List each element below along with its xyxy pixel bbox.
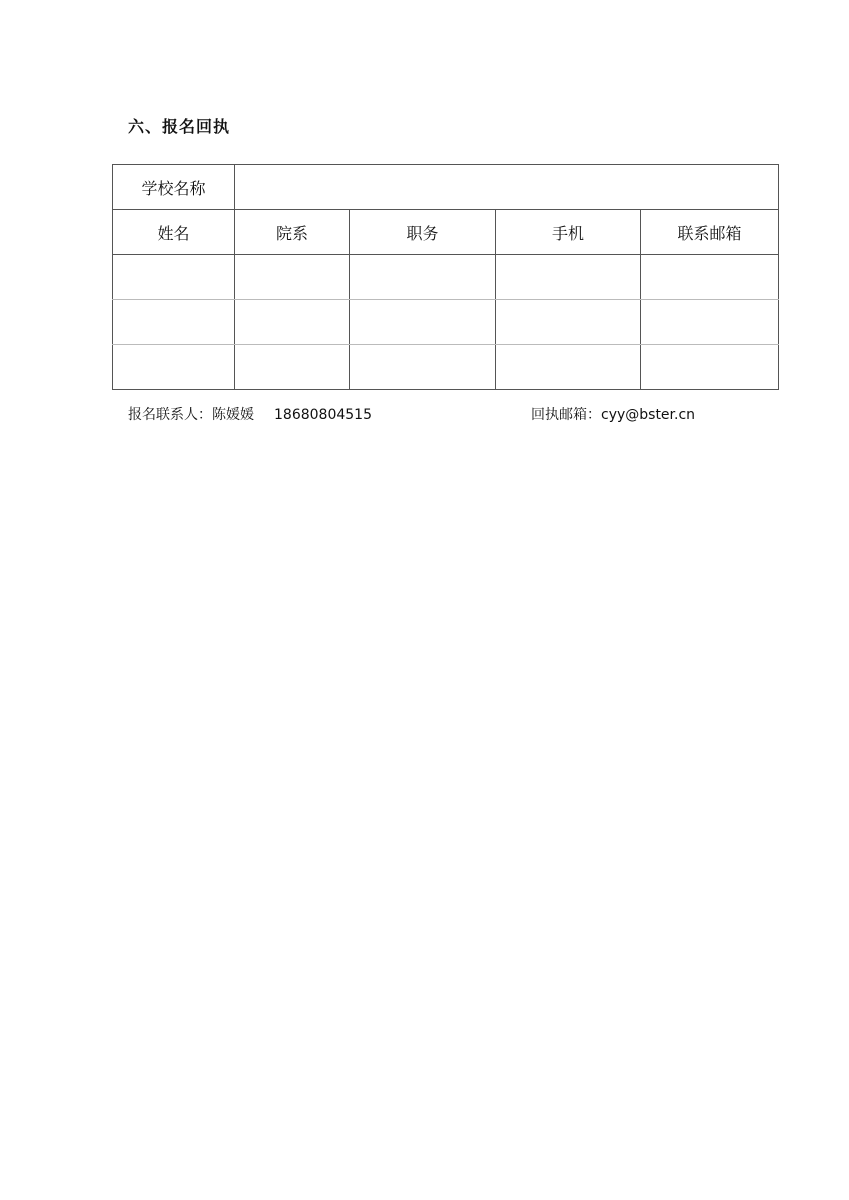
school-name-field[interactable] bbox=[235, 165, 779, 210]
reply-email: 回执邮箱：cyy@bster.cn bbox=[531, 407, 696, 423]
name-cell[interactable] bbox=[113, 300, 235, 345]
contact-phone: 18680804515 bbox=[274, 407, 372, 423]
email-cell[interactable] bbox=[641, 300, 779, 345]
table-row bbox=[113, 300, 779, 345]
email-cell[interactable] bbox=[641, 345, 779, 390]
column-header-position: 职务 bbox=[350, 210, 496, 255]
column-header-phone: 手机 bbox=[496, 210, 641, 255]
contact-person bbox=[128, 404, 372, 424]
department-cell[interactable] bbox=[235, 300, 350, 345]
position-cell[interactable] bbox=[350, 300, 496, 345]
department-cell[interactable] bbox=[235, 345, 350, 390]
position-cell[interactable] bbox=[350, 255, 496, 300]
position-cell[interactable] bbox=[350, 345, 496, 390]
table-row bbox=[113, 345, 779, 390]
department-cell[interactable] bbox=[235, 255, 350, 300]
section-title: 六、报名回执 bbox=[128, 117, 231, 136]
table-row bbox=[113, 255, 779, 300]
email-cell[interactable] bbox=[641, 255, 779, 300]
column-header-department: 院系 bbox=[235, 210, 350, 255]
name-cell[interactable] bbox=[113, 255, 235, 300]
school-row bbox=[113, 165, 779, 210]
registration-form-table bbox=[112, 164, 779, 390]
contact-person-label: 报名联系人：陈媛媛 bbox=[128, 407, 254, 423]
phone-cell[interactable] bbox=[496, 345, 641, 390]
phone-cell[interactable] bbox=[496, 300, 641, 345]
header-row bbox=[113, 210, 779, 255]
name-cell[interactable] bbox=[113, 345, 235, 390]
column-header-name: 姓名 bbox=[113, 210, 235, 255]
school-label: 学校名称 bbox=[113, 165, 235, 210]
column-header-email: 联系邮箱 bbox=[641, 210, 779, 255]
phone-cell[interactable] bbox=[496, 255, 641, 300]
